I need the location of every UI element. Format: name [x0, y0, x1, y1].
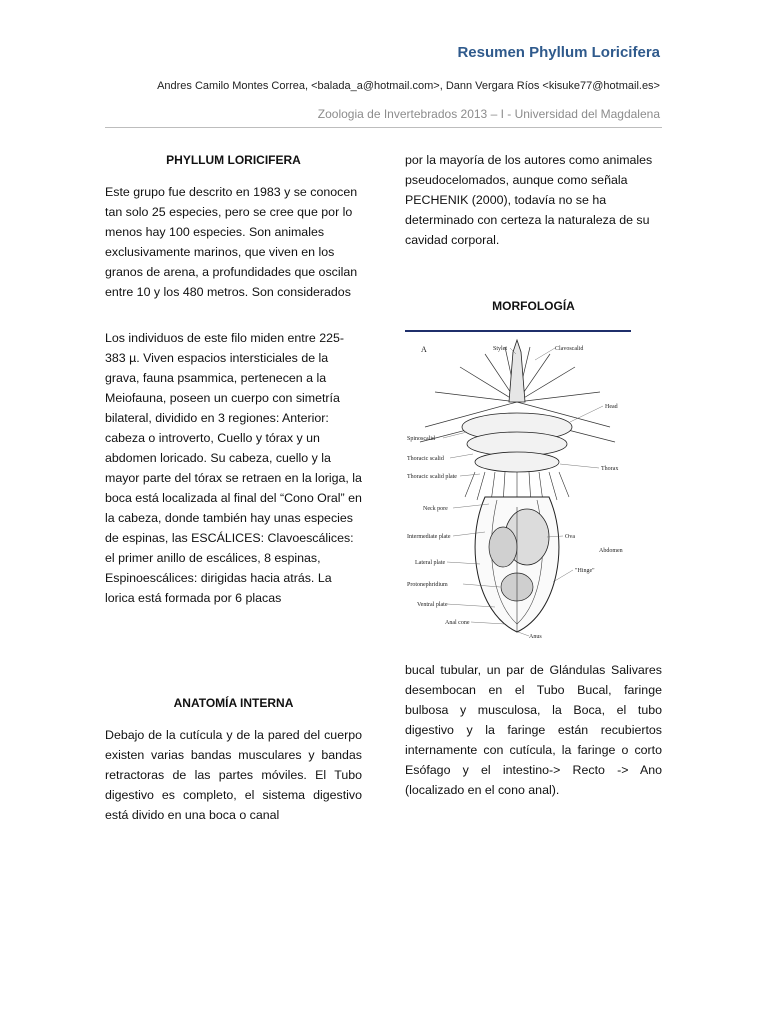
label-thorax: Thorax [601, 466, 619, 472]
label-spinoscalid: Spinoscalid [407, 436, 435, 442]
label-hinge: "Hinge" [575, 568, 595, 574]
left-heading-anatomia: ANATOMÍA INTERNA [173, 696, 294, 710]
header-course: Zoologia de Invertebrados 2013 – I - Universidad del Magdalena [317, 107, 660, 121]
label-abdomen: Abdomen [599, 548, 623, 554]
loricifera-drawing [405, 332, 631, 644]
label-anus: Anus [529, 634, 542, 640]
label-head: Head [605, 404, 618, 410]
header-title: Resumen Phyllum Loricifera [457, 44, 660, 61]
left-paragraph-intro: Este grupo fue descrito en 1983 y se conocen tan solo 25 especies, pero se cree que por lo menos hay 100 especies. Son animales exclusivamente marinos, que viven en los granos de arena, a profundidades que oscilan entre 10 y los 480 metros. Son considerados [105, 185, 358, 299]
label-ova: Ova [565, 534, 575, 540]
fig-letter: A [421, 345, 427, 354]
label-thoracic-scalid: Thoracic scalid [407, 456, 444, 462]
left-paragraph-individuos: Los individuos de este filo miden entre 225-383 µ. Viven espacios intersticiales de la grava, fauna psammica, pertenecen a la Meiofauna, poseen un cuerpo con simetría bilateral, dividido en 3 regiones: Anterior: cabeza o introverto, Cuello y tórax y un abdomen loricado. Su cabeza, cuello y la mayor parte del tórax se retraen en la loriga, la boca está localizada al final del “Cono Oral” en la cabeza, donde también hay unas especies de espinas, las ESCÁLICES: Clavoescálices: el primer anillo de escálices, 8 espinas, Espinoescálices: dirigidas hacia atrás. La lorica está formada por 6 placas [105, 331, 362, 605]
left-paragraph-anatomia: Debajo de la cutícula y de la pared del cuerpo existen varias bandas musculares y bandas retractoras de las partes móviles. El Tubo digestivo es completo, el sistema digestivo está divido en una boca o canal [105, 728, 362, 822]
label-ventral-plate: Ventral plate [417, 602, 448, 608]
right-paragraph-pseudocelomados: por la mayoría de los autores como animales pseudocelomados, aunque como señala PECHENIK (2000), todavía no se ha determinado con certeza la naturaleza de su cavidad corporal. [405, 153, 653, 247]
label-anal-cone: Anal cone [445, 620, 470, 626]
header-authors: Andres Camilo Montes Correa, <balada_a@hotmail.com>, Dann Vergara Ríos <kisuke77@hotmail.es> [157, 80, 660, 92]
left-heading-phyllum: PHYLLUM LORICIFERA [166, 153, 301, 167]
right-paragraph-bucal: bucal tubular, un par de Glándulas Salivares desembocan en el Tubo Bucal, faringe bulbosa y musculosa, la Boca, el tubo digestivo y la faringe están recubiertos internamente con cutícula, la faringe o corto Esófago y el intestino-> Recto -> Ano (localizado en el cono anal). [405, 663, 662, 797]
label-stylet: Stylet [493, 346, 508, 352]
header-rule [105, 127, 662, 128]
right-heading-morfologia: MORFOLOGÍA [492, 299, 575, 313]
label-neck-pore: Neck pore [423, 506, 448, 512]
label-thoracic-scalid-plate: Thoracic scalid plate [407, 474, 457, 480]
label-intermediate-plate: Intermediate plate [407, 534, 451, 540]
label-lateral-plate: Lateral plate [415, 560, 446, 566]
loricifera-figure [405, 330, 631, 644]
label-clavoscalid: Clavoscalid [555, 346, 584, 352]
label-protonephridium: Protonephridium [407, 582, 448, 588]
